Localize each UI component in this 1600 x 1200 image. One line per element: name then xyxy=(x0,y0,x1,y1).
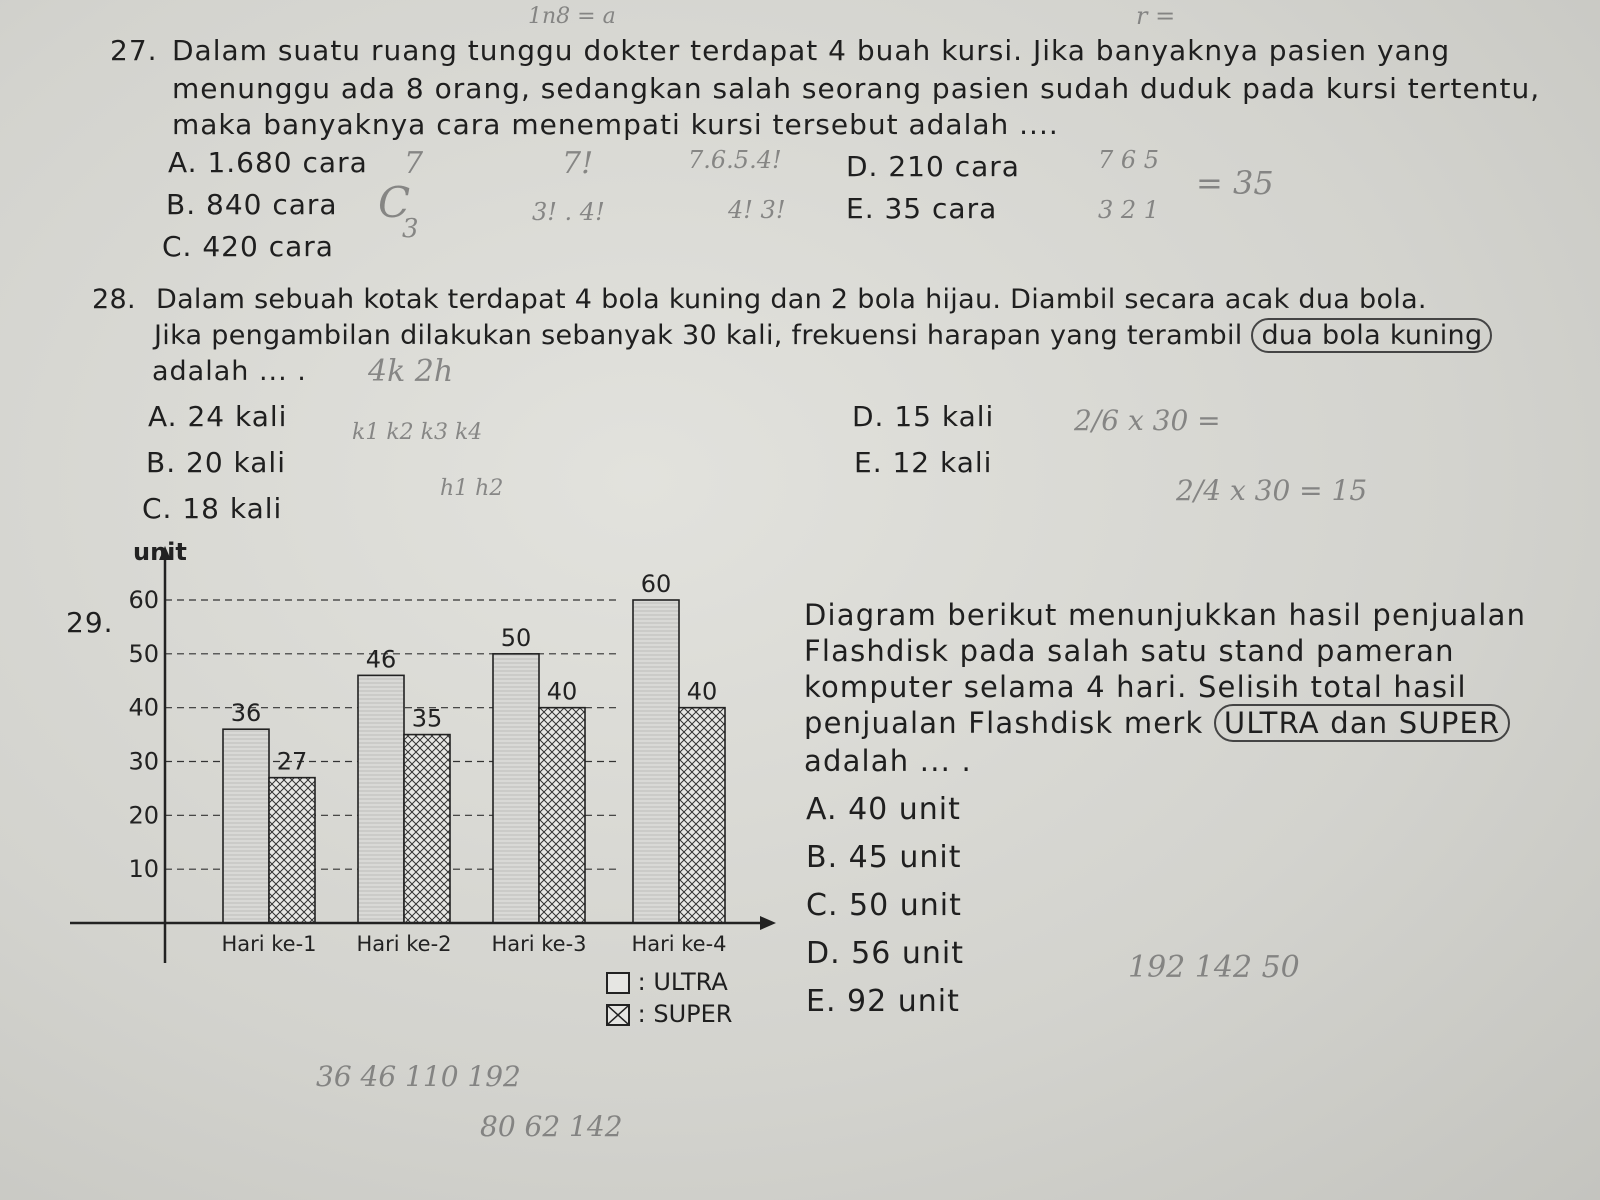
handwriting-q28-b: k1 k2 k3 k4 xyxy=(352,420,483,445)
bar-value-super-4: 40 xyxy=(686,677,718,706)
x-tick-label-2: Hari ke-2 xyxy=(356,932,452,956)
handwriting-q27-frac1-den: 3! . 4! xyxy=(532,198,605,226)
q27-option-b[interactable]: B. 840 cara xyxy=(166,188,338,221)
bar-ultra-1 xyxy=(223,729,269,923)
y-axis-label: unit xyxy=(133,540,187,566)
legend-super-label: : SUPER xyxy=(637,1000,733,1028)
q27-line-3: maka banyaknya cara menempati kursi tersebut adalah .... xyxy=(172,108,1059,141)
q28-line-2-text: Jika pengambilan dilakukan sebanyak 30 kali, frekuensi harapan yang terambil xyxy=(154,320,1243,351)
q28-number: 28. xyxy=(92,284,136,315)
bar-value-ultra-3: 50 xyxy=(500,623,532,652)
handwriting-q29-c: 192 142 50 xyxy=(1128,950,1300,985)
y-tick-label-50: 50 xyxy=(128,639,159,668)
handwriting-q27-3: 3 xyxy=(402,214,419,244)
q27-line-2: menunggu ada 8 orang, sedangkan salah seorang pasien sudah duduk pada kursi tertentu, xyxy=(172,72,1541,105)
q27-number: 27. xyxy=(110,34,158,67)
q27-option-e[interactable]: E. 35 cara xyxy=(846,192,998,225)
q28-line-3: adalah ... . xyxy=(152,356,307,387)
q29-line-4 xyxy=(804,706,1510,740)
q29-line-3: komputer selama 4 hari. Selisih total hasil xyxy=(804,670,1467,704)
q29-line-4-text: penjualan Flashdisk merk xyxy=(804,706,1204,740)
q29-option-c[interactable]: C. 50 unit xyxy=(806,888,962,923)
q27-line-1: Dalam suatu ruang tunggu dokter terdapat 4 buah kursi. Jika banyaknya pasien yang xyxy=(172,34,1451,67)
y-tick-label-20: 20 xyxy=(128,801,159,830)
q29-option-e[interactable]: E. 92 unit xyxy=(806,984,960,1019)
handwriting-top-1: 1n8 = a xyxy=(528,4,616,29)
y-tick-label-40: 40 xyxy=(128,693,159,722)
legend-ultra-swatch xyxy=(606,972,630,994)
q28-option-c[interactable]: C. 18 kali xyxy=(142,492,283,525)
y-tick-label-30: 30 xyxy=(128,747,159,776)
q29-line-1: Diagram berikut menunjukkan hasil penjualan xyxy=(804,598,1527,632)
bar-value-ultra-4: 60 xyxy=(640,570,672,598)
handwriting-q27-frac3-den: 3 2 1 xyxy=(1098,196,1160,224)
bar-ultra-2 xyxy=(358,675,404,923)
handwriting-q27-c: C xyxy=(378,178,411,227)
handwriting-q27-result: = 35 xyxy=(1196,164,1274,202)
handwriting-q27-7: 7 xyxy=(404,146,424,181)
handwriting-q28-d: 2/6 x 30 = xyxy=(1074,404,1221,437)
q29-circled-phrase: ULTRA dan SUPER xyxy=(1214,704,1511,742)
q27-option-c[interactable]: C. 420 cara xyxy=(162,230,334,263)
handwriting-q28-a: 4k 2h xyxy=(368,354,454,389)
bar-value-super-1: 27 xyxy=(276,747,308,776)
x-tick-label-3: Hari ke-3 xyxy=(491,932,587,956)
legend-super-swatch xyxy=(606,1004,630,1026)
q29-line-2: Flashdisk pada salah satu stand pameran xyxy=(804,634,1455,668)
bar-super-4 xyxy=(679,708,725,923)
x-tick-label-1: Hari ke-1 xyxy=(221,932,317,956)
bar-ultra-3 xyxy=(493,654,539,923)
bar-super-1 xyxy=(269,778,315,923)
x-axis-arrow xyxy=(760,916,776,930)
legend-super xyxy=(606,1000,732,1028)
q28-option-e[interactable]: E. 12 kali xyxy=(854,446,993,479)
handwriting-q27-frac1-num: 7! xyxy=(562,146,594,181)
bar-value-super-3: 40 xyxy=(546,677,578,706)
handwriting-q27-frac2-num: 7.6.5.4! xyxy=(688,146,782,174)
legend-ultra-label: : ULTRA xyxy=(637,968,728,996)
handwriting-top-2: r = xyxy=(1136,2,1176,30)
q27-option-d[interactable]: D. 210 cara xyxy=(846,150,1020,183)
q29-option-d[interactable]: D. 56 unit xyxy=(806,936,965,971)
handwriting-q27-frac3-num: 7 6 5 xyxy=(1098,146,1160,174)
y-tick-label-10: 10 xyxy=(128,855,159,884)
q29-line-5: adalah ... . xyxy=(804,744,972,778)
q28-circled-phrase: dua bola kuning xyxy=(1251,318,1492,353)
handwriting-q28-c: h1 h2 xyxy=(440,476,504,501)
handwriting-q29-b: 80 62 142 xyxy=(480,1110,623,1143)
bar-super-3 xyxy=(539,708,585,923)
bar-super-2 xyxy=(404,735,450,923)
sales-bar-chart xyxy=(60,540,790,1040)
handwriting-q29-a: 36 46 110 192 xyxy=(316,1060,521,1093)
bar-value-ultra-2: 46 xyxy=(365,645,397,674)
legend-ultra xyxy=(606,968,728,996)
bar-ultra-4 xyxy=(633,600,679,923)
q29-option-a[interactable]: A. 40 unit xyxy=(806,792,961,827)
bar-value-super-2: 35 xyxy=(411,704,443,733)
q28-line-2 xyxy=(154,320,1492,351)
handwriting-q28-e: 2/4 x 30 = 15 xyxy=(1176,474,1368,507)
x-tick-label-4: Hari ke-4 xyxy=(631,932,727,956)
q27-option-a[interactable]: A. 1.680 cara xyxy=(168,146,368,179)
bar-value-ultra-1: 36 xyxy=(230,699,262,728)
q28-option-a[interactable]: A. 24 kali xyxy=(148,400,288,433)
q29-number: 29. xyxy=(66,606,114,639)
q28-line-1: Dalam sebuah kotak terdapat 4 bola kuning dan 2 bola hijau. Diambil secara acak dua bola. xyxy=(156,284,1427,315)
q29-option-b[interactable]: B. 45 unit xyxy=(806,840,962,875)
q28-option-b[interactable]: B. 20 kali xyxy=(146,446,286,479)
y-tick-label-60: 60 xyxy=(128,586,159,614)
q28-option-d[interactable]: D. 15 kali xyxy=(852,400,995,433)
handwriting-q27-frac2-den: 4! 3! xyxy=(728,196,786,224)
